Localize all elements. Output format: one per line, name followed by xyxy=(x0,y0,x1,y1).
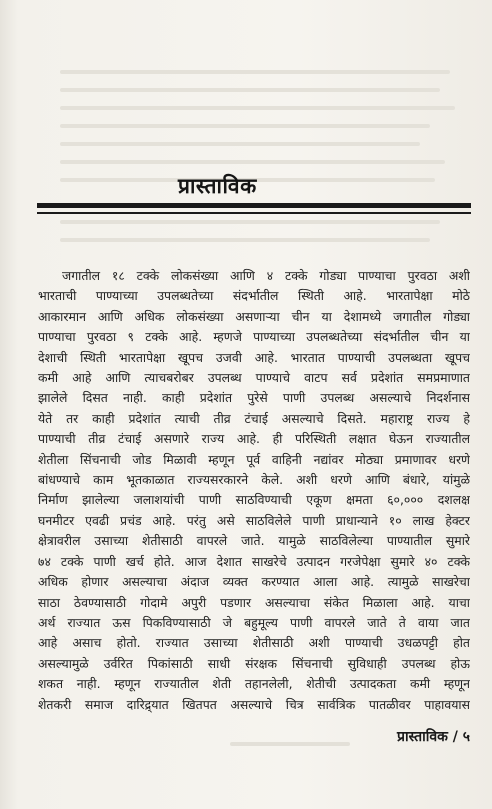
paragraph-line: शकत नाही. म्हणून राज्यातील शेती तहानलेली, शेतीची उत्पादकता कमी म्हणून xyxy=(38,676,470,692)
paragraph-line: पाण्याचा पुरवठा ९ टक्के आहे. म्हणजे पाण्याच्या उपलब्धतेच्या संदर्भातील चीन या xyxy=(38,329,470,345)
bleed-through-footer xyxy=(230,742,350,746)
title-rule-thick xyxy=(37,203,471,208)
paragraph-line: कमी आहे आणि त्याचबरोबर उपलब्ध पाण्याचे वाटप सर्व प्रदेशांत समप्रमाणात xyxy=(38,370,470,386)
paragraph-line: शेतकरी समाज दारिद्र्यात खितपत असल्याचे चित्र सार्वत्रिक पातळीवर पाहावयास xyxy=(38,696,470,712)
paragraph-line: जगातील १८ टक्के लोकसंख्या आणि ४ टक्के गोड्या पाण्याचा पुरवठा अशी xyxy=(62,268,470,283)
paragraph-line: भारताची पाण्याच्या उपलब्धतेच्या संदर्भातील स्थिती आहे. भारतापेक्षा मोठे xyxy=(38,288,470,304)
paragraph-line: येते तर काही प्रदेशांत त्याची तीव्र टंचाई असल्याचे दिसते. महाराष्ट्र राज्य हे xyxy=(38,410,470,426)
paragraph-line: आहे असाच होतो. राज्यात उसाच्या शेतीसाठी अशी पाण्याची उधळपट्टी होत xyxy=(38,635,470,651)
paragraph-line: अर्थ राज्यात ऊस पिकविण्यासाठी जे बहुमूल्य पाणी वापरले जाते ते वाया जात xyxy=(38,614,470,630)
running-footer: प्रास्ताविक / ५ xyxy=(397,729,470,745)
paragraph-line: ७४ टक्के पाणी खर्च होते. आज देशात साखरेचे उत्पादन गरजेपेक्षा सुमारे ४० टक्के xyxy=(38,553,470,569)
paragraph-line: बांधण्याचे काम भूतकाळात राज्यसरकारने केले. अशी धरणे आणि बंधारे, यांमुळे xyxy=(38,472,470,488)
chapter-title: प्रास्ताविक xyxy=(178,174,257,198)
paragraph-line: अधिक होणार असल्याचा अंदाज व्यक्त करण्यात आला आहे. त्यामुळे साखरेचा xyxy=(38,574,470,590)
paragraph-line: क्षेत्रावरील उसाच्या शेतीसाठी वापरले जाते. यामुळे साठविलेल्या पाण्यातील सुमारे xyxy=(38,533,470,549)
body-paragraph xyxy=(38,266,470,715)
paragraph-line: घनमीटर एवढी प्रचंड आहे. परंतु असे साठविलेले पाणी प्राधान्याने १० लाख हेक्टर xyxy=(38,512,470,528)
paragraph-line: देशाची स्थिती भारतापेक्षा खूपच उजवी आहे. भारतात पाण्याची उपलब्धता खूपच xyxy=(38,349,470,365)
paragraph-line: आकारमान आणि अधिक लोकसंख्या असणाऱ्या चीन या देशामध्ये जगातील गोड्या xyxy=(38,308,470,324)
paragraph-line: शेतीला सिंचनाची जोड मिळावी म्हणून पूर्व वाहिनी नद्यांवर मोठ्या प्रमाणावर धरणे xyxy=(38,451,470,467)
paragraph-line: पाण्याची तीव्र टंचाई असणारे राज्य आहे. ही परिस्थिती लक्षात घेऊन राज्यातील xyxy=(38,431,470,447)
paragraph-line: निर्माण झालेल्या जलाशयांची पाणी साठविण्याची एकूण क्षमता ६०,००० दशलक्ष xyxy=(38,492,470,508)
paragraph-line: साठा ठेवण्यासाठी गोदामे अपुरी पडणार असल्याचा संकेत मिळाला आहे. याचा xyxy=(38,594,470,610)
paragraph-line: झालेले दिसत नाही. काही प्रदेशांत पुरेसे पाणी उपलब्ध असल्याचे निदर्शनास xyxy=(38,390,470,406)
paragraph-line: असल्यामुळे उर्वरित पिकांसाठी साधी संरक्षक सिंचनाची सुविधाही उपलब्ध होऊ xyxy=(38,655,470,671)
title-rule-thin xyxy=(37,212,471,214)
bleed-through-text xyxy=(60,70,460,270)
